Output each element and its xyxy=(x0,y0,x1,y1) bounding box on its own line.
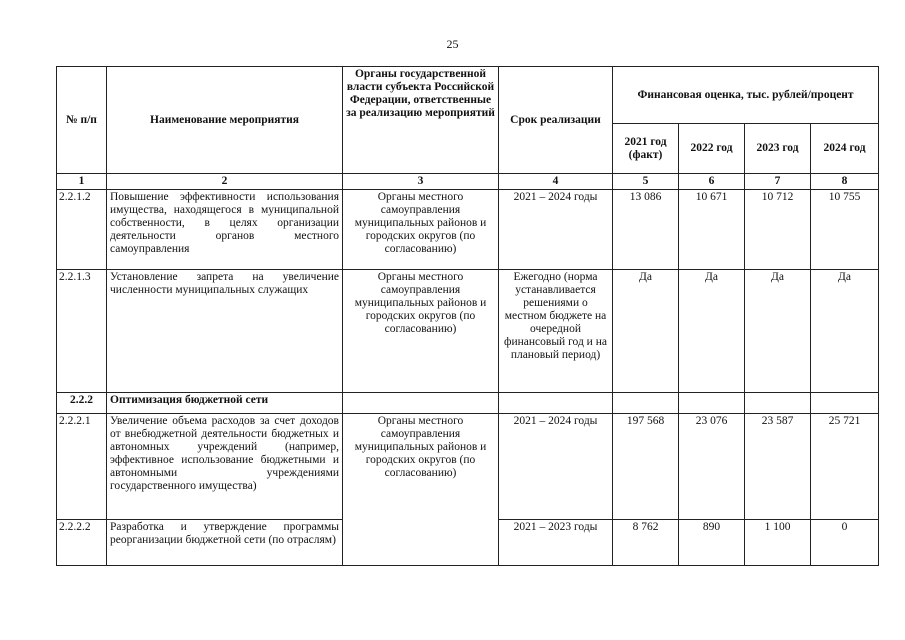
row-value-2021: Да xyxy=(613,270,679,393)
table-row xyxy=(57,190,879,270)
section-code: 2.2.2 xyxy=(57,393,107,414)
row-org: Органы местного самоуправления муниципальных районов и городских округов (по согласованию) xyxy=(343,190,499,270)
section-name: Оптимизация бюджетной сети xyxy=(107,393,343,414)
row-value-2024: 10 755 xyxy=(811,190,879,270)
row-term: Ежегодно (норма устанавливается решениями о местном бюджете на очередной финансовый год и на плановый период) xyxy=(499,270,613,393)
empty-cell xyxy=(679,393,745,414)
header-name: Наименование мероприятия xyxy=(107,67,343,174)
row-value-2023: 1 100 xyxy=(745,520,811,566)
header-num: № п/п xyxy=(57,67,107,174)
row-term: 2021 – 2024 годы xyxy=(499,190,613,270)
header-year-2022: 2022 год xyxy=(679,124,745,174)
header-year-2023: 2023 год xyxy=(745,124,811,174)
row-value-2021: 197 568 xyxy=(613,414,679,520)
header-year-2024: 2024 год xyxy=(811,124,879,174)
row-code: 2.2.2.1 xyxy=(57,414,107,520)
row-code: 2.2.1.2 xyxy=(57,190,107,270)
section-row xyxy=(57,393,879,414)
row-value-2023: Да xyxy=(745,270,811,393)
header-year-2021: 2021 год (факт) xyxy=(613,124,679,174)
empty-cell xyxy=(745,393,811,414)
row-term: 2021 – 2024 годы xyxy=(499,414,613,520)
column-number: 2 xyxy=(107,174,343,190)
row-org: Органы местного самоуправления муниципальных районов и городских округов (по согласованию) xyxy=(343,270,499,393)
table-row xyxy=(57,414,879,520)
row-name: Установление запрета на увеличение численности муниципальных служащих xyxy=(107,270,343,393)
header-term: Срок реализации xyxy=(499,67,613,174)
empty-cell xyxy=(343,393,499,414)
empty-cell xyxy=(613,393,679,414)
column-number: 4 xyxy=(499,174,613,190)
row-org: Органы местного самоуправления муниципальных районов и городских округов (по согласованию) xyxy=(343,414,499,566)
row-value-2021: 13 086 xyxy=(613,190,679,270)
row-value-2024: 25 721 xyxy=(811,414,879,520)
row-value-2024: Да xyxy=(811,270,879,393)
row-value-2022: 890 xyxy=(679,520,745,566)
row-value-2022: Да xyxy=(679,270,745,393)
row-value-2024: 0 xyxy=(811,520,879,566)
row-name: Увеличение объема расходов за счет доходов от внебюджетной деятельности бюджетных и автономных учреждений (например, эффективное использование бюджетными и автономными учреждениями государственного имущества) xyxy=(107,414,343,520)
row-value-2023: 10 712 xyxy=(745,190,811,270)
empty-cell xyxy=(499,393,613,414)
measures-table xyxy=(56,66,879,566)
row-code: 2.2.2.2 xyxy=(57,520,107,566)
column-number: 6 xyxy=(679,174,745,190)
row-code: 2.2.1.3 xyxy=(57,270,107,393)
empty-cell xyxy=(811,393,879,414)
row-value-2023: 23 587 xyxy=(745,414,811,520)
column-number: 3 xyxy=(343,174,499,190)
column-number: 7 xyxy=(745,174,811,190)
column-number: 5 xyxy=(613,174,679,190)
header-org: Органы государственной власти субъекта Российской Федерации, ответственные за реализацию мероприятий xyxy=(343,67,499,174)
row-value-2021: 8 762 xyxy=(613,520,679,566)
table-row xyxy=(57,270,879,393)
row-name: Разработка и утверждение программы реорганизации бюджетной сети (по отраслям) xyxy=(107,520,343,566)
header-financial: Финансовая оценка, тыс. рублей/процент xyxy=(613,67,879,124)
column-number-row xyxy=(57,174,879,190)
row-value-2022: 23 076 xyxy=(679,414,745,520)
row-term: 2021 – 2023 годы xyxy=(499,520,613,566)
row-name: Повышение эффективности использования имущества, находящегося в муниципальной собственности, в целях организации деятельности органов местного самоуправления xyxy=(107,190,343,270)
column-number: 8 xyxy=(811,174,879,190)
column-number: 1 xyxy=(57,174,107,190)
row-value-2022: 10 671 xyxy=(679,190,745,270)
page-number: 25 xyxy=(446,37,459,51)
